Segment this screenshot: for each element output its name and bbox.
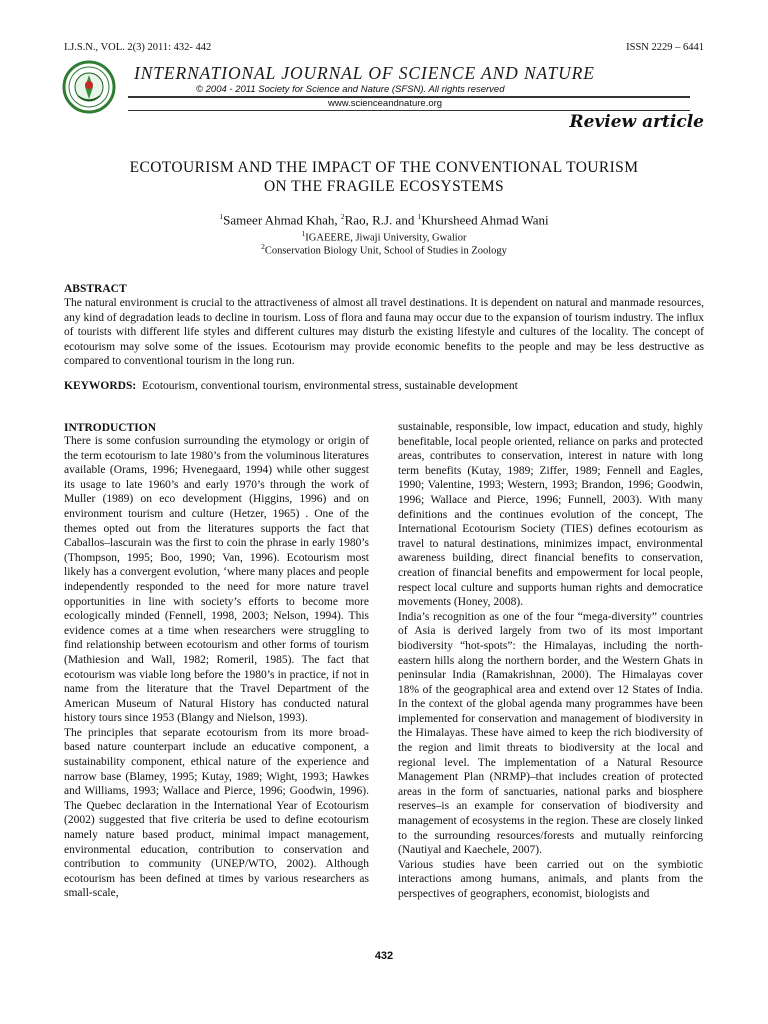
issn-number: ISSN 2229 – 6441	[626, 42, 704, 53]
author-2: Rao, R.J. and	[344, 212, 418, 228]
intro-paragraph: There is some confusion surrounding the etymology or origin of the term ecotourism to late 1980’s from the voluminous literatures available (Orams, 1996; Hvenegaard, 1994) while other suggest its usage to late 1960’s and early 1970’s through the work of Muller (1989) on eco development (Higgins, 1996) and on environment tourism and culture (Hetzer, 1965) . One of the themes opted out from the literatures supports the fact that Caballos–lascurain was the first to coin the phrase in early 1980’s (Thompson, 1995; Boo, 1990; Van, 1996). Ecotourism most likely has a convergent evolution, ‘where many places and people independently responded to the need for more nature travel opportunities in line with society’s efforts to become more ecologically minded (Fennell, 1998, 2003; Nelson, 1994). This evidence comes at a time when researchers were struggling to find relationship between ecotourism and other forms of tourism (Mathiesion and Wall, 1982; Romeril, 1985). The fact that ecotourism was viable long before the 1980’s in practice, if not in name from the literature that the Travel Department of the American Museum of Natural History has conducted natural history tours since 1953 (Blangy and Nielson, 1993).	[64, 435, 370, 725]
keywords-text: Ecotourism, conventional tourism, environmental stress, sustainable development	[141, 380, 518, 392]
copyright-notice: © 2004 - 2011 Society for Science and Nature (SFSN). All rights reserved	[196, 84, 505, 95]
keywords-line	[64, 380, 704, 392]
society-emblem-icon	[62, 60, 116, 114]
affiliation-1-text: IGAEERE, Jiwaji University, Gwalior	[305, 232, 467, 244]
affiliation-2-text: Conservation Biology Unit, School of Studies in Zoology	[264, 245, 507, 257]
intro-paragraph: India’s recognition as one of the four “mega-diversity” countries of Asia is derived largely from two of its most important biodiversity “hot-spots”: the Himalayas, including the north-eastern hills along the northern border, and the Western Ghats in peninsular India (Ramakrishnan, 2000). The Himalayas cover 18% of the geographical area and extend over 12 States of India. In the context of the global agenda many programmes have been implemented for conservation and management of biodiversity in the Himalayas. These have aimed to keep the rich biodiversity of the region and limit threats to biodiversity at the local and regional level. The implementation of a Natural Resource Management Plan (NRMP)–that includes creation of protected areas in the form of sanctuaries, national parks and biosphere reserves–is an example for conservation of biodiversity and management of ecosystems in the region. These are closely linked to the surrounding resources/forests and mutually reinforcing (Nautiyal and Kaechele, 2007).	[398, 610, 703, 857]
article-type-label: Review article	[569, 112, 704, 132]
journal-citation: I.J.S.N., VOL. 2(3) 2011: 432- 442	[64, 42, 212, 53]
introduction-heading: INTRODUCTION	[64, 422, 157, 434]
page-number: 432	[374, 950, 394, 962]
author-3-affiliation-mark: 1	[417, 212, 422, 221]
author-2-affiliation-mark: 2	[340, 212, 345, 221]
keywords-label: KEYWORDS:	[64, 380, 137, 392]
affiliation-2-mark: 2	[261, 242, 265, 251]
paper-title-line-2: ON THE FRAGILE ECOSYSTEMS	[263, 178, 505, 195]
author-1-affiliation-mark: 1	[219, 212, 224, 221]
journal-title: INTERNATIONAL JOURNAL OF SCIENCE AND NATURE	[134, 63, 595, 83]
masthead-rule-bottom	[128, 110, 690, 111]
intro-paragraph: The principles that separate ecotourism from its more broad-based nature counterpart include an educative component, a sustainability component, ethical nature of the experience and narrow base (Blamey, 1995; Kutay, 1989; Wight, 1993; Hawkes and Williams, 1993; Wallace and Pierce, 1996; Goodwin, 1996). The Quebec declaration in the International Year of Ecotourism (2002) suggested that five criteria be used to define ecotourism namely nature based product, minimal impact management, environmental education, contribution to conservation and contribution to community (UNEP/WTO, 2002). Although ecotourism has been defined at times by various researchers as small-scale,	[64, 726, 369, 900]
journal-website-link[interactable]: www.scienceandnature.org	[328, 98, 443, 109]
affiliation-2	[60, 242, 708, 257]
abstract-text: The natural environment is crucial to the attractiveness of almost all travel destinations. It is dependent on natural and manmade resources, any kind of degradation leads to decline in tourism. Loss of flora and fauna may occur due to the expansion of tourism industry. The influx of tourists with different life styles and different cultures may disturb the existing lifestyle and cultures of the locality. The concept of ecotourism may solve some of the issues. Ecotourism may provide economic benefits to the people and may be less destructive as compared to conventional tourism in the long run.	[64, 297, 704, 368]
affiliation-1-mark: 1	[301, 229, 306, 238]
paper-title	[60, 158, 708, 196]
author-3: Khursheed Ahmad Wani	[421, 212, 549, 228]
intro-paragraph: sustainable, responsible, low impact, education and study, highly benefitable, local people oriented, reliance on parks and protected areas, contributes to conservation, interest in nature with long term benefits (Kutay, 1989; Ziffer, 1989; Fennell and Eagles, 1990; Valentine, 1993; Western, 1993; Brandon, 1996; Goodwin, 1996; Wallace and Pierce, 1996; Funnell, 2003). With many definitions and the continues evolution of the concept, The International Ecotourism Society (TIES) defines ecotourism as travel to natural destinations, minimizes impact, environmental awareness building, direct financial benefits to conservation, creation of financial benefits and empowerment for local people, respect local culture and supports human rights and democratice movements (Honey, 2008).	[398, 421, 703, 609]
author-list	[60, 212, 708, 228]
body-column-left	[64, 422, 369, 901]
author-1: Sameer Ahmad Khah,	[223, 212, 341, 228]
body-column-right	[398, 420, 703, 902]
intro-paragraph: Various studies have been carried out on the symbiotic interactions among humans, animals, and plants from the perspectives of geographers, economist, biologists and	[398, 858, 703, 900]
paper-title-line-1: ECOTOURISM AND THE IMPACT OF THE CONVENTIONAL TOURISM	[129, 159, 639, 176]
abstract-heading: ABSTRACT	[64, 283, 127, 295]
